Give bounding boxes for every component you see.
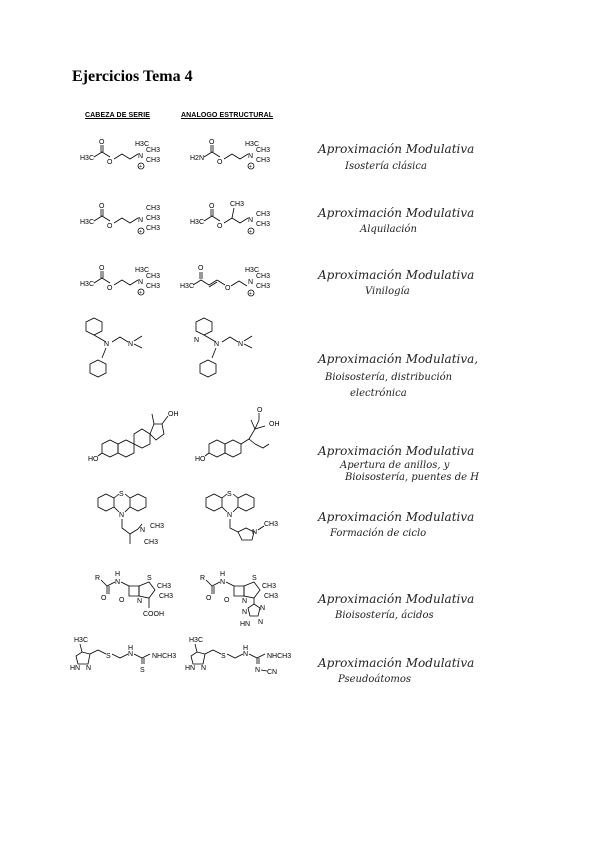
svg-text:OH: OH [269,421,280,428]
svg-text:CH3: CH3 [256,211,271,218]
svg-text:CH3: CH3 [256,283,271,290]
svg-text:O: O [206,595,212,602]
svg-text:H3C: H3C [245,267,260,274]
svg-text:NHCH3: NHCH3 [152,653,177,660]
svg-text:OH: OH [168,411,179,418]
svg-text:H3C: H3C [80,155,95,162]
svg-text:O: O [209,203,215,210]
svg-text:CH3: CH3 [256,147,271,154]
svg-text:CH3: CH3 [150,523,165,530]
svg-text:O: O [225,285,231,292]
svg-text:S: S [227,491,232,498]
svg-text:N: N [220,579,226,586]
svg-text:CH3: CH3 [146,205,161,212]
svg-text:N: N [238,341,244,348]
svg-text:+: + [139,164,142,170]
svg-text:H3C: H3C [180,283,195,290]
lead-structure [95,570,185,630]
svg-text:O: O [107,159,113,166]
approach-detail: Formación de ciclo [330,528,427,539]
svg-text:N: N [248,279,254,286]
svg-text:N: N [128,651,134,658]
svg-text:R: R [200,575,206,582]
svg-text:N: N [201,665,207,672]
approach-detail: Vinilogía [365,286,410,297]
svg-text:CH3: CH3 [256,273,271,280]
svg-text:O: O [119,597,125,604]
svg-text:+: + [249,164,252,170]
approach-label: Aproximación Modulativa [318,656,475,670]
svg-text:H3C: H3C [74,637,89,644]
svg-text:N: N [252,529,258,536]
svg-text:CH3: CH3 [146,215,161,222]
svg-text:N: N [104,341,110,348]
svg-text:O: O [99,139,105,146]
analog-structure [190,138,280,178]
svg-text:O: O [107,285,113,292]
svg-text:CH3: CH3 [230,201,245,208]
svg-text:CH3: CH3 [146,273,161,280]
svg-text:O: O [198,265,204,272]
svg-text:H3C: H3C [80,281,95,288]
column-header-analog: ANALOGO ESTRUCTURAL [181,112,274,119]
approach-detail: Alquilación [360,224,417,235]
page-title: Ejercicios Tema 4 [72,68,193,85]
svg-text:CH3: CH3 [144,539,159,546]
svg-text:N: N [138,217,144,224]
analog-structure [185,634,305,684]
svg-text:H3C: H3C [245,141,260,148]
svg-text:N: N [138,279,144,286]
svg-text:H: H [115,571,121,578]
lead-structure [92,488,182,558]
svg-text:CH3: CH3 [264,521,279,528]
lead-structure [80,200,170,240]
svg-text:N: N [214,341,220,348]
svg-text:S: S [140,667,145,674]
svg-text:S: S [252,575,257,582]
approach-label: Aproximación Modulativa [318,142,475,156]
svg-text:+: + [139,290,142,296]
svg-text:N: N [138,153,144,160]
svg-text:N: N [194,337,200,344]
svg-text:O: O [217,223,223,230]
svg-text:H: H [243,645,249,652]
svg-text:N: N [258,619,264,626]
svg-text:H3C: H3C [190,219,205,226]
svg-text:H3C: H3C [135,141,150,148]
svg-text:HO: HO [88,456,99,463]
svg-text:CN: CN [267,669,278,676]
svg-text:N: N [137,598,143,605]
analog-structure [190,196,280,240]
lead-structure [80,262,170,302]
approach-detail: Bioisostería, ácidos [335,610,434,621]
svg-text:O: O [99,265,105,272]
approach-detail: electrónica [350,388,407,399]
svg-text:O: O [217,159,223,166]
svg-text:CH3: CH3 [256,157,271,164]
approach-label: Aproximación Modulativa [318,592,475,606]
svg-text:NHCH3: NHCH3 [267,653,292,660]
svg-text:HO: HO [195,456,206,463]
svg-text:CH3: CH3 [146,147,161,154]
svg-text:N: N [260,605,266,612]
svg-text:N: N [115,579,121,586]
approach-detail: Bioisostería, distribución [325,372,453,383]
lead-structure [88,404,188,468]
svg-text:O: O [101,595,107,602]
svg-text:CH3: CH3 [146,225,161,232]
svg-text:CH3: CH3 [146,157,161,164]
approach-label: Aproximación Modulativa [318,510,475,524]
svg-text:N: N [128,341,134,348]
svg-text:+: + [249,291,252,297]
svg-text:CH3: CH3 [157,583,172,590]
svg-text:H: H [220,571,226,578]
svg-text:N: N [119,512,125,519]
svg-text:O: O [209,139,215,146]
svg-text:HN: HN [185,665,196,672]
svg-text:CH3: CH3 [159,593,174,600]
svg-text:S: S [221,653,226,660]
analog-structure [194,316,274,386]
svg-text:H3C: H3C [80,219,95,226]
svg-text:CH3: CH3 [256,221,271,228]
svg-text:R: R [95,575,101,582]
svg-text:N: N [227,512,233,519]
svg-text:H3C: H3C [189,637,204,644]
svg-text:CH3: CH3 [146,283,161,290]
svg-text:O: O [224,597,230,604]
approach-detail: Pseudoátomos [338,674,412,685]
svg-text:S: S [147,575,152,582]
lead-structure [70,634,190,684]
svg-text:HN: HN [70,665,81,672]
svg-text:H: H [128,645,134,652]
svg-text:HN: HN [240,621,251,628]
svg-text:COOH: COOH [143,611,164,618]
svg-text:O: O [257,407,263,414]
svg-text:N: N [86,665,92,672]
approach-detail: Isostería clásica [345,161,427,172]
approach-detail: Bioisostería, puentes de H [345,472,479,483]
svg-text:S: S [106,653,111,660]
svg-text:N: N [242,609,248,616]
svg-text:N: N [242,598,248,605]
svg-text:N: N [140,527,146,534]
lead-structure [80,138,170,178]
svg-text:N: N [248,153,254,160]
svg-text:CH3: CH3 [262,583,277,590]
svg-text:N: N [255,667,261,674]
approach-label: Aproximación Modulativa [318,206,475,220]
approach-label: Aproximación Modulativa, [318,352,479,366]
approach-label: Aproximación Modulativa [318,444,475,458]
analog-structure [180,262,280,302]
svg-text:+: + [139,229,142,235]
svg-text:O: O [99,203,105,210]
lead-structure [84,316,164,386]
svg-text:CH3: CH3 [264,593,279,600]
analog-structure [200,570,290,636]
svg-text:S: S [119,491,124,498]
analog-structure [200,488,290,558]
svg-text:N: N [248,217,254,224]
analog-structure [195,404,295,468]
svg-text:N: N [243,651,249,658]
approach-label: Aproximación Modulativa [318,268,475,282]
svg-text:H3C: H3C [135,267,150,274]
svg-text:+: + [249,229,252,235]
column-header-lead: CABEZA DE SERIE [85,112,151,119]
approach-detail: Apertura de anillos, y [340,460,450,471]
svg-text:H2N: H2N [190,155,205,162]
svg-text:O: O [107,223,113,230]
